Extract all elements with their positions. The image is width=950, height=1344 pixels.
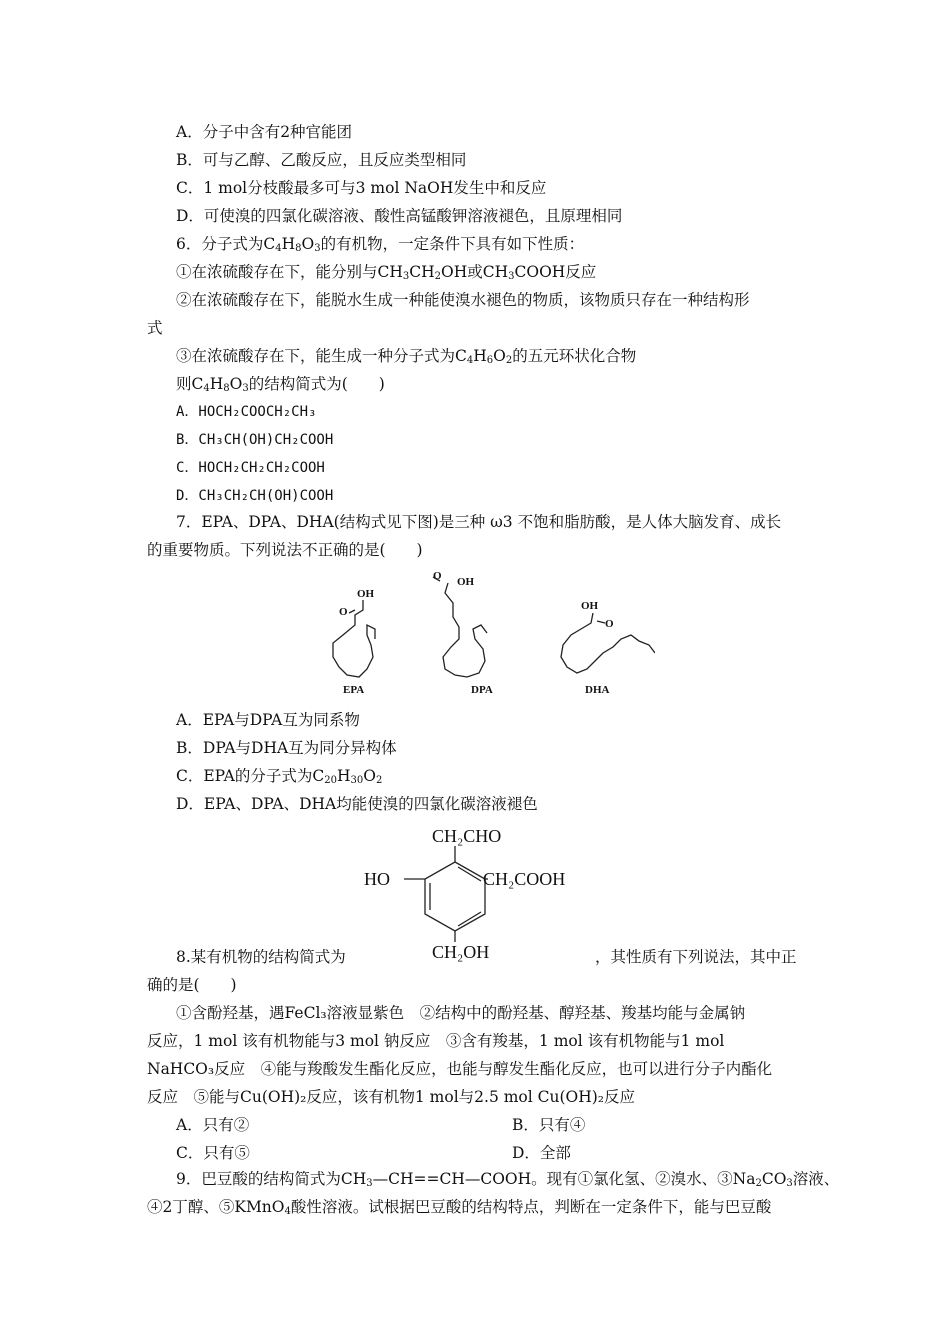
q8-sub-bottom: CH₂OH (432, 942, 490, 962)
q8-statement-line2: 反应，1 mol 该有机物能与3 mol 钠反应 ③含有羧基，1 mol 该有机物能与1 mol (147, 1032, 725, 1050)
q7-option-d: D．EPA、DPA、DHA均能使溴的四氯化碳溶液褪色 (176, 795, 538, 813)
q8-option-c: C．只有⑤ (176, 1144, 250, 1162)
dpa-label: DPA (471, 684, 493, 696)
epa-o-label: O (339, 606, 348, 618)
q8-sub-right: CH₂COOH (483, 869, 566, 889)
q5-option-c: C．1 mol分枝酸最多可与3 mol NaOH发生中和反应 (176, 179, 547, 197)
dpa-o-label: O (433, 570, 442, 582)
q6-condition-1: ①在浓硫酸存在下，能分别与$CH_3CH_2OH$或$CH_3COOH$反应 (176, 263, 597, 282)
q7-option-a: A．EPA与DPA互为同系物 (176, 711, 360, 729)
q7-option-b: B．DPA与DHA互为同分异构体 (176, 739, 397, 757)
q6-condition-2-cont: 式 (147, 319, 163, 337)
q5-option-b: B．可与乙醇、乙酸反应，且反应类型相同 (176, 151, 467, 169)
dha-label: DHA (585, 684, 610, 696)
q6-stem: 6．分子式为$C_4H_8O_3$的有机物，一定条件下具有如下性质： (176, 235, 585, 254)
q8-structure-figure (360, 822, 600, 962)
q7-option-c: C．EPA的分子式为$C_{20}H_{30}O_2$ (176, 767, 383, 786)
q8-sub-top: CH₂CHO (432, 826, 502, 846)
q8-option-a: A．只有② (176, 1116, 250, 1134)
q5-option-a: A．分子中含有2种官能团 (176, 123, 353, 141)
q8-option-d: D．全部 (512, 1144, 571, 1162)
q8-stem-b: ，其性质有下列说法，其中正 (595, 948, 797, 966)
q6-condition-2: ②在浓硫酸存在下，能脱水生成一种能使溴水褪色的物质，该物质只存在一种结构形 (176, 291, 750, 309)
q8-option-b: B．只有④ (512, 1116, 586, 1134)
dha-o-label: O (605, 618, 614, 630)
q5-option-d: D．可使溴的四氯化碳溶液、酸性高锰酸钾溶液褪色，且原理相同 (176, 207, 623, 225)
dha-oh-label: OH (581, 600, 599, 612)
q8-stem-c: 确的是( ) (147, 976, 237, 994)
q8-statement-line1: ①含酚羟基，遇FeCl₃溶液显紫色 ②结构中的酚羟基、醇羟基、羧基均能与金属钠 (176, 1004, 746, 1022)
q7-stem-line2: 的重要物质。下列说法不正确的是( ) (147, 541, 423, 559)
fatty-acid-structures-figure (315, 565, 655, 700)
q6-option-c: C．HOCH₂CH₂CH₂COOH (176, 460, 325, 476)
epa-oh-label: OH (357, 588, 375, 600)
q8-statement-line3: NaHCO₃反应 ④能与羧酸发生酯化反应，也能与醇发生酯化反应，也可以进行分子内酯化 (147, 1060, 773, 1078)
q7-stem-line1: 7．EPA、DPA、DHA(结构式见下图)是三种 ω3 不饱和脂肪酸，是人体大脑发育、成长 (176, 513, 782, 531)
epa-label: EPA (343, 684, 365, 696)
q6-question: 则$C_4H_8O_3$的结构简式为( ) (176, 375, 385, 394)
q9-stem-line1: 9．巴豆酸的结构简式为$CH_3—CH==CH—COOH$。现有①氯化氢、②溴水、$③Na_2CO_3$溶液、 (176, 1170, 840, 1189)
q9-stem-line2: ④2丁醇、⑤KMnO$_4$酸性溶液。试根据巴豆酸的结构特点，判断在一定条件下，能与巴豆酸 (147, 1198, 772, 1217)
q6-condition-3: ③在浓硫酸存在下，能生成一种分子式为$C_4H_6O_2$的五元环状化合物 (176, 347, 637, 366)
q8-statement-line4: 反应 ⑤能与Cu(OH)₂反应，该有机物1 mol与2.5 mol Cu(OH)₂反应 (147, 1088, 636, 1106)
q6-option-d: D．CH₃CH₂CH(OH)COOH (176, 488, 334, 504)
q8-stem-a: 8.某有机物的结构简式为 (176, 948, 346, 966)
q8-sub-left: HO (364, 869, 390, 889)
dpa-oh-label: OH (457, 576, 475, 588)
q6-option-b: B．CH₃CH(OH)CH₂COOH (176, 432, 334, 448)
q6-option-a: A．HOCH₂COOCH₂CH₃ (176, 404, 317, 420)
